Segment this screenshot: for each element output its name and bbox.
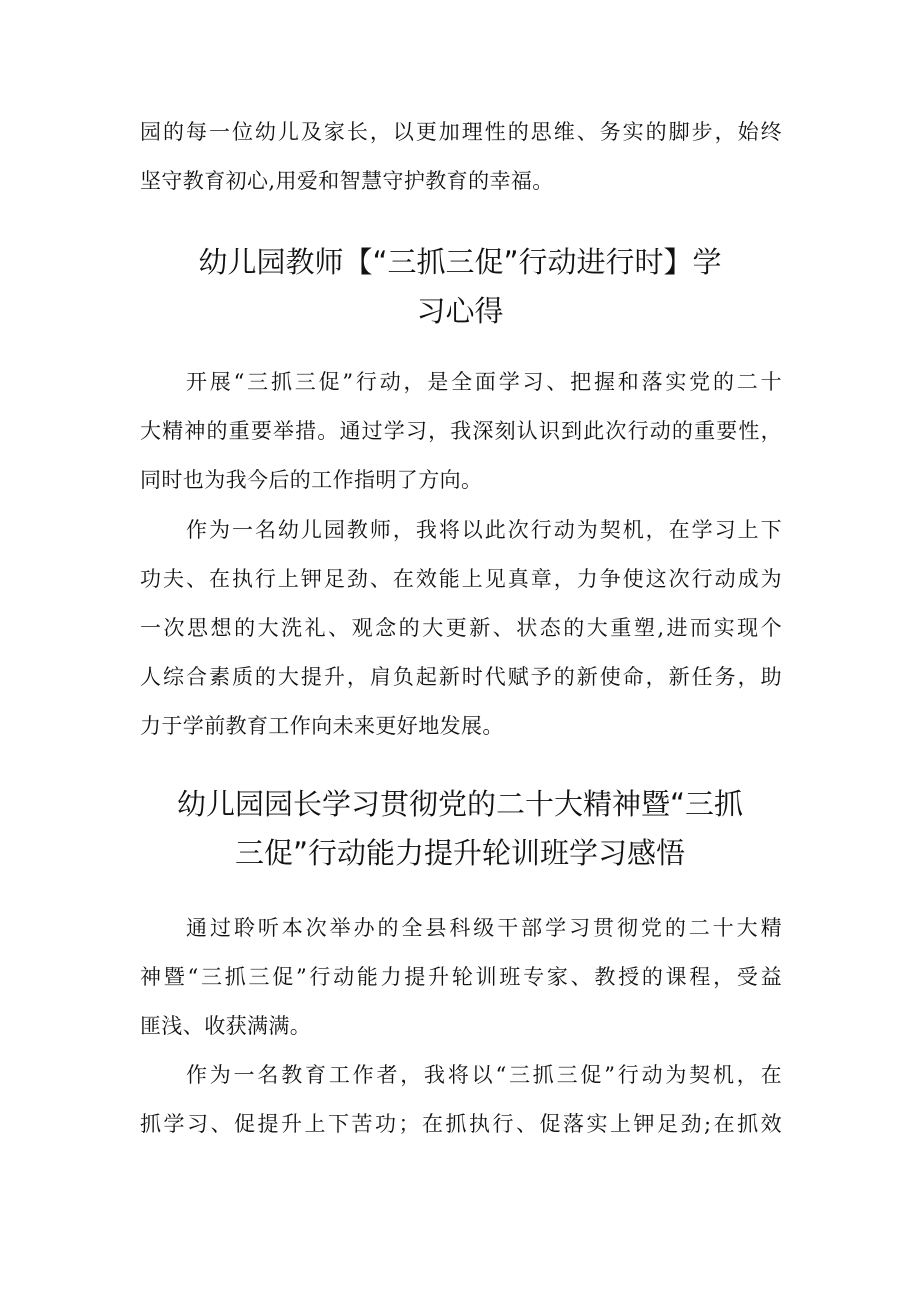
section-1-paragraph-2 [140, 506, 782, 751]
text-line: 坚守教育初心,用爱和智慧守护教育的幸福。 [140, 169, 554, 193]
text-line: 人综合素质的大提升，肩负起新时代赋予的新使命，新任务，助 [140, 665, 782, 689]
title-line: 幼儿园园长学习贯彻党的二十大精神暨“三抓 [176, 787, 744, 821]
text-line: 抓学习、促提升上下苦功；在抓执行、促落实上钾足劲;在抓效 [140, 1112, 782, 1136]
text-line: 功夫、在执行上钾足劲、在效能上见真章，力争使这次行动成为 [140, 567, 782, 591]
section-2-paragraph-2 [140, 1051, 782, 1149]
text-line: 园的每一位幼儿及家长，以更加理性的思维、务实的脚步，始终 [140, 120, 782, 144]
text-line: 同时也为我今后的工作指明了方向。 [140, 468, 483, 492]
title-line: 三促”行动能力提升轮训班学习感悟 [234, 836, 686, 870]
text-line: 一次思想的大洗礼、观念的大更新、状态的大重塑,进而实现个 [140, 616, 782, 640]
text-line: 大精神的重要举措。通过学习，我深刻认识到此次行动的重要性， [140, 419, 782, 443]
text-line: 作为一名教育工作者，我将以“三抓三促”行动为契机，在 [186, 1063, 782, 1087]
intro-paragraph [140, 108, 782, 206]
text-line: 作为一名幼儿园教师，我将以此次行动为契机，在学习上下 [186, 518, 782, 542]
text-line: 力于学前教育工作向未来更好地发展。 [140, 714, 504, 738]
section-2-title [130, 780, 790, 878]
text-line: 通过聆听本次举办的全县科级干部学习贯彻党的二十大精 [186, 916, 782, 940]
text-line: 开展“三抓三促”行动，是全面学习、把握和落实党的二十 [186, 370, 782, 394]
section-1-paragraph-1 [140, 358, 782, 505]
text-line: 匪浅、收获满满。 [140, 1014, 312, 1038]
section-1-title [130, 238, 790, 336]
section-2-paragraph-1 [140, 904, 782, 1051]
text-line: 神暨“三抓三促”行动能力提升轮训班专家、教授的课程，受益 [140, 965, 782, 989]
title-line: 习心得 [416, 294, 504, 328]
title-line: 幼儿园教师【“三抓三促”行动进行时】学 [198, 245, 722, 279]
